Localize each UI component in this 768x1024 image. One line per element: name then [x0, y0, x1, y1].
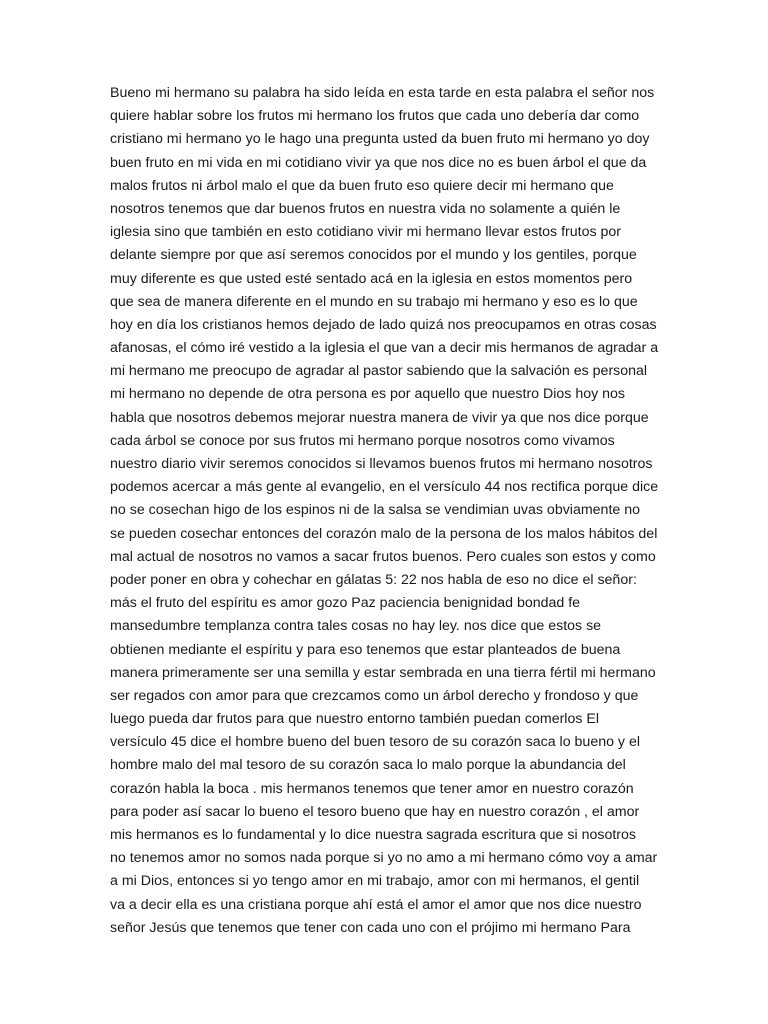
text-line: manera primeramente ser una semilla y estar sembrada en una tierra fértil mi hermano	[110, 664, 656, 681]
text-line: cristiano mi hermano yo le hago una pregunta usted da buen fruto mi hermano yo doy	[110, 131, 650, 148]
text-line: va a decir ella es una cristiana porque ahí está el amor el amor que nos dice nuestro	[110, 896, 642, 913]
text-line: luego pueda dar frutos para que nuestro entorno también puedan comerlos El	[110, 711, 600, 728]
text-line: quiere hablar sobre los frutos mi hermano los frutos que cada uno debería dar como	[110, 108, 640, 125]
text-line: señor Jesús que tenemos que tener con cada uno con el prójimo mi hermano Para	[110, 919, 631, 936]
text-line: hoy en día los cristianos hemos dejado de lado quizá nos preocupamos en otras cosas	[110, 316, 657, 333]
text-line: a mi Dios, entonces si yo tengo amor en mi trabajo, amor con mi hermanos, el gentil	[110, 873, 640, 890]
text-line: podemos acercar a más gente al evangelio, en el versículo 44 nos rectifica porque dice	[110, 479, 659, 496]
text-line: no se cosechan higo de los espinos ni de la salsa se vendimian uvas obviamente no	[110, 502, 641, 519]
text-line: habla que nosotros debemos mejorar nuestra manera de vivir ya que nos dice porque	[110, 409, 649, 426]
text-line: delante siempre por que así seremos conocidos por el mundo y los gentiles, porque	[110, 247, 637, 264]
text-line: muy diferente es que usted esté sentado acá en la iglesia en estos momentos pero	[110, 270, 633, 287]
text-line: mis hermanos es lo fundamental y lo dice nuestra sagrada escritura que si nosotros	[110, 827, 636, 843]
text-line: que sea de manera diferente en el mundo en su trabajo mi hermano y eso es lo que	[110, 293, 638, 310]
text-line: nuestro diario vivir seremos conocidos si llevamos buenos frutos mi hermano nosotros	[110, 456, 653, 472]
text-line: se pueden cosechar entonces del corazón malo de la persona de los malos hábitos del	[110, 525, 658, 542]
text-line: buen fruto en mi vida en mi cotidiano vivir ya que nos dice no es buen árbol el que da	[110, 154, 647, 171]
text-line: corazón habla la boca . mis hermanos tenemos que tener amor en nuestro corazón	[110, 780, 634, 797]
text-line: hombre malo del mal tesoro de su corazón saca lo malo porque la abundancia del	[110, 757, 626, 774]
text-line: mi hermano no depende de otra persona es por aquello que nuestro Dios hoy nos	[110, 386, 626, 403]
text-line: ser regados con amor para que crezcamos como un árbol derecho y frondoso y que	[110, 687, 639, 704]
text-line: afanosas, el cómo iré vestido a la iglesia el que van a decir mis hermanos de agradar a	[110, 340, 659, 357]
text-line: versículo 45 dice el hombre bueno del buen tesoro de su corazón saca lo bueno y el	[110, 734, 641, 751]
text-line: cada árbol se conoce por sus frutos mi hermano porque nosotros como vivamos	[110, 432, 615, 449]
sermon-text	[110, 82, 659, 940]
text-line: poder poner en obra y cohechar en gálatas 5: 22 nos habla de eso no dice el señor:	[110, 571, 637, 588]
text-line: mi hermano me preocupo de agradar al pastor sabiendo que la salvación es personal	[110, 363, 648, 380]
text-line: más el fruto del espíritu es amor gozo Paz paciencia benignidad bondad fe	[110, 595, 581, 612]
text-line: mansedumbre templanza contra tales cosas no hay ley. nos dice que estos se	[110, 618, 602, 635]
text-line: obtienen mediante el espíritu y para eso tenemos que estar planteados de buena	[110, 641, 621, 658]
text-line: iglesia sino que también en esto cotidiano vivir mi hermano llevar estos frutos por	[110, 224, 622, 241]
text-line: nosotros tenemos que dar buenos frutos en nuestra vida no solamente a quién le	[110, 200, 621, 217]
text-line: Bueno mi hermano su palabra ha sido leída en esta tarde en esta palabra el señor nos	[110, 85, 655, 101]
text-line: para poder así sacar lo bueno el tesoro bueno que hay en nuestro corazón , el amor	[110, 803, 640, 820]
text-line: malos frutos ni árbol malo el que da buen fruto eso quiere decir mi hermano que	[110, 177, 614, 194]
text-line: mal actual de nosotros no vamos a sacar frutos buenos. Pero cuales son estos y como	[110, 548, 656, 565]
text-line: no tenemos amor no somos nada porque si yo no amo a mi hermano cómo voy a amar	[110, 850, 658, 867]
